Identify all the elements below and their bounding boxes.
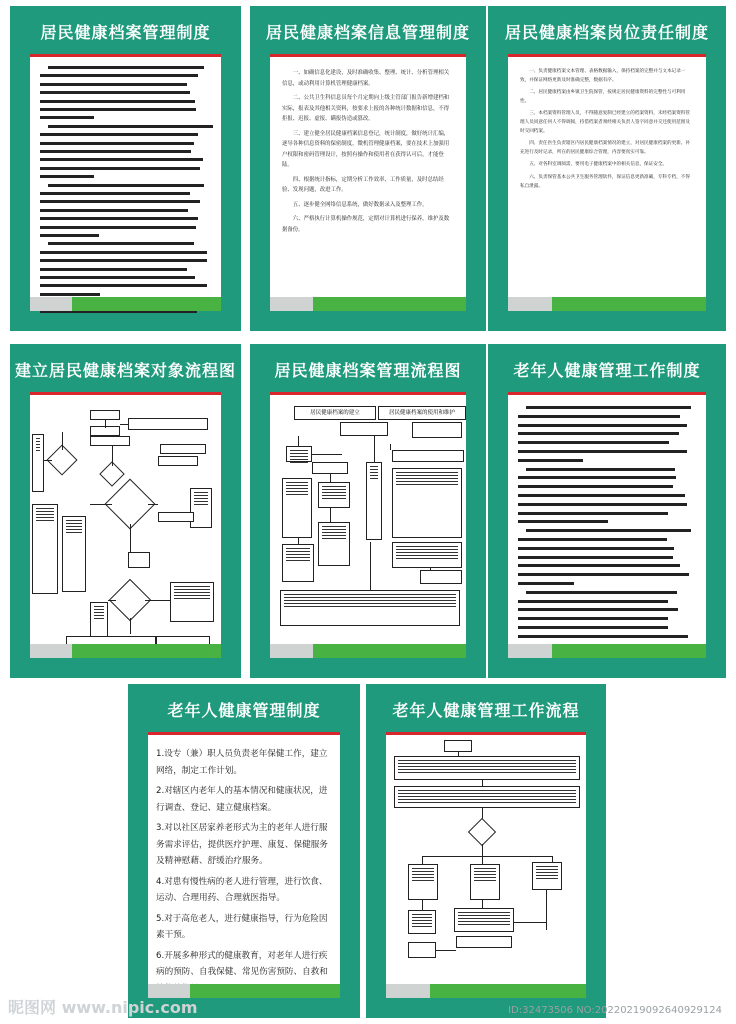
text-line [518,538,667,541]
flow-connector [546,890,547,930]
flow-box [392,542,462,568]
paragraph: 4.对患有慢性病的老人进行管理，进行饮食、运动、合理用药、合理就医指导。 [156,876,328,903]
text-line [40,192,190,195]
text-line [40,150,191,153]
text-line [48,184,204,187]
paragraph: 三、本档案资料管理人员，不得随意复制已经建立的档案资料，未经档案资料管理人员同意任何人不得调阅，持借档案者须经相关负责人签字同意并交还使用范围及时交回档案。 [520,111,690,134]
red-rule [270,54,466,57]
document-sheet [508,54,706,311]
flow-box [160,444,206,454]
flow-connector [44,460,52,461]
panel-elderly-work-system [488,344,726,678]
panel-elderly-work-flow [366,684,606,1018]
flow-connector [312,454,342,455]
flow-connector [130,524,131,552]
flow-connector [90,504,112,505]
document-text [282,68,454,287]
watermark-id: ID:32473506 NO:20220219092640929124 [508,1005,722,1016]
text-line [518,556,673,559]
text-line [518,635,688,638]
text-line [518,450,687,453]
flow-box [170,582,214,622]
text-line [48,242,194,245]
red-rule [30,54,221,57]
paragraph: 1.设专（兼）职人员负责老年保健工作，建立网络，制定工作计划。 [156,749,328,776]
text-line [40,158,203,161]
red-rule [508,54,706,57]
text-line [518,600,668,603]
text-line [40,83,187,86]
paragraph: 一、负责健康档案文本管理、表格数据输入，保持档案的完整并与文本记录一致，并保证网络更新及时准确完整，数据有序。 [520,69,686,83]
flow-connector [62,432,63,450]
paragraph: 一、如确信息化建设，及时准确收集、整理、统计、分析管理相关信息，或动利用计算机管理健康档案。 [282,70,450,87]
text-line [40,142,194,145]
flow-box [408,910,436,934]
text-line [526,468,675,471]
text-line [518,582,574,585]
panel-archive-post-responsibility [488,6,726,331]
panel-archive-flowchart [250,344,486,678]
text-line [48,125,213,128]
panel-archive-management [10,6,241,331]
panel-elderly-management-system [128,684,360,1018]
text-line [518,503,687,506]
panel-title: 居民健康档案岗位责任制度 [504,23,709,42]
paragraph: 二、居民健康档案由乡镇卫生院保管，按规定居民健康资料的完整性与可利用性。 [520,90,686,104]
paragraph: 二、公共卫生科信息员每个月定期向上级主管部门报告新增建档和实际，报表及其他相关资料，按要求上报的各种统计数据和信息，不得拒报、迟报、虚报、瞒报伪造或篡改。 [282,95,450,122]
text-line [40,167,200,170]
red-rule [148,732,340,735]
paragraph: 五、逐步健全网络信息系统，做好数据录入及整理工作。 [292,201,428,208]
red-rule [30,392,221,395]
footer-bar-gray [30,297,72,311]
flow-connector [298,538,299,544]
panel-title: 居民健康档案管理流程图 [274,361,462,380]
flow-box [318,522,350,566]
document-sheet [270,54,466,311]
text-line [40,108,196,111]
footer-bar-gray [386,984,430,998]
text-line [518,432,679,435]
flow-connector [374,436,375,462]
footer-bar-green [72,297,221,311]
footer-bar-green [552,297,706,311]
flow-box [62,516,86,592]
flow-box [158,456,198,466]
footer-bar-gray [270,297,313,311]
paragraph: 三、建立健全居民健康档案信息登记，统计制度，做好统计汇编，逐导各种信息资料的保密制度，微机管理健康档案，要在技术上加强用户权限和密码管理设计，按照有操作和使用者在获得认可后，才能登陆。 [282,130,450,168]
flow-box [32,434,44,492]
flow-box [286,446,312,462]
text-line [40,209,188,212]
panel-title: 老年人健康管理工作制度 [513,361,701,380]
panel-title: 居民健康档案信息管理制度 [265,23,470,42]
text-line [518,485,673,488]
flow-connector [330,474,331,482]
flow-box [90,436,130,446]
flow-box [318,482,350,508]
flow-box [280,590,460,626]
paragraph: 6.开展多种形式的健康教育，对老年人进行疾病的预防、自我保健、常见伤害预防、自救和 [156,950,328,977]
text-line [526,529,691,532]
text-line [518,617,668,620]
flow-connector [422,856,423,864]
flowchart-sheet [270,392,466,658]
paragraph: 四、责任医生负责辖区内居民健康档案情况的建立，对居民健康档案的更新、补充进行及时记录，所在的居民健康综合管理，内容要真实可靠。 [520,141,690,155]
flow-box [32,504,58,594]
flow-box [444,740,472,752]
flowchart-sheet [30,392,221,658]
flow-box [366,462,382,540]
text-line [40,217,198,220]
text-line [526,406,691,409]
text-line [40,268,187,271]
text-line [40,226,196,229]
footer-bar-green [552,644,706,658]
panel-archive-object-flowchart [10,344,241,678]
text-line [40,276,195,279]
panel-title: 老年人健康管理制度 [167,701,321,720]
watermark-logo: 昵图网 www.nipic.com [8,998,198,1017]
text-line [40,259,207,262]
panel-title: 建立居民健康档案对象流程图 [14,361,236,380]
flow-box [532,862,562,890]
flow-box [190,488,212,528]
footer-bar-gray [270,644,313,658]
footer-bar-green [313,644,466,658]
flow-connector [514,922,546,923]
text-line [40,234,99,237]
flow-connector [370,542,371,590]
paragraph: 五、对各科室调阅需，要用电子健康档案中的相关信息，保证安全。 [529,162,668,168]
flow-box [408,942,436,958]
paragraph: 四、根据统计指标，定期分析工作效率、工作质量，及时总结经验、发现问题，改进工作。 [282,176,444,193]
text-line [518,441,669,444]
paragraph: 3.对以社区居家养老形式为主的老年人进行服务需求评估，提供医疗护理、康复、保健服务及精神慰藉、舒缓治疗服务。 [156,823,328,866]
text-line [518,626,668,629]
flow-connector [436,950,456,951]
flow-header-box: 居民健康档案的使用和维护 [378,406,466,420]
footer-bar-green [72,644,221,658]
text-line [40,116,94,119]
flow-box [392,450,464,462]
flow-connector [145,600,170,601]
text-line [40,284,207,287]
text-line [518,415,680,418]
text-line [40,200,200,203]
flow-connector [422,856,552,857]
flow-box [128,552,150,568]
text-line [526,591,677,594]
text-line [518,564,680,567]
footer-bar-gray [508,644,552,658]
footer-bar-green [313,297,466,311]
text-line [518,494,685,497]
red-rule [270,392,466,395]
footer-bar-green [430,984,586,998]
paragraph: 2.对辖区内老年人的基本情况和健康状况，进行调查、登记、建立健康档案。 [156,786,328,813]
text-line [518,608,678,611]
red-rule [386,732,586,735]
flow-connector [130,618,131,634]
text-line [518,573,689,576]
text-line [518,512,668,515]
flow-connector [482,844,483,856]
flow-connector [112,446,113,466]
flow-connector [148,504,158,505]
text-line [518,459,583,462]
text-line [40,175,94,178]
flow-connector [108,600,116,601]
flow-connector [120,424,128,425]
flow-box [420,570,462,584]
red-rule [508,392,706,395]
document-text [520,68,694,287]
text-line [40,133,198,136]
footer-bar-green [190,984,340,998]
paragraph: 六、负责保管基本公共卫生服务管理软件，保证信息更新准确，专科专档，不得私自泄露。 [520,174,690,189]
panel-title: 老年人健康管理工作流程 [392,701,580,720]
flow-box [312,462,348,474]
document-sheet [148,732,340,998]
flow-box [282,544,314,582]
flow-box [394,786,580,808]
text-line [40,74,198,77]
flow-box [128,418,208,430]
flow-box [454,908,514,932]
flow-connector [298,436,299,446]
text-line [40,100,195,103]
panel-archive-info-management [250,6,486,331]
text-line [518,547,674,550]
text-line [40,251,207,254]
flow-box [158,512,194,522]
flow-connector [105,420,106,428]
flow-box [90,410,120,420]
flow-connector [422,900,423,910]
footer-bar-gray [30,644,72,658]
flow-box [282,478,312,538]
text-line [48,66,204,69]
flow-box [394,756,580,780]
document-sheet [30,54,221,311]
text-line [518,424,687,427]
flow-decision [468,818,496,846]
paragraph: 5.对于高危老人，进行健康指导，行为危险因素干预。 [156,913,328,940]
flow-header-box: 居民健康档案的建立 [294,406,376,420]
text-line [40,91,190,94]
text-line [518,476,676,479]
text-line [40,293,100,296]
flow-connector [458,752,459,756]
flow-connector [390,444,391,450]
text-line [518,520,608,523]
flow-box [340,422,388,436]
flow-box [392,468,462,538]
flow-connector [430,568,431,570]
footer-bar-gray [508,297,552,311]
document-sheet [508,392,706,658]
flow-box [412,422,462,438]
flow-connector [330,508,331,522]
paragraph: 六、严格执行计算机操作规范，定期对计算机进行保养，维护及数据备份。 [282,216,450,233]
flowchart-sheet [386,732,586,998]
panel-title: 居民健康档案管理制度 [40,23,211,42]
flow-box [470,864,500,900]
flow-box [408,864,438,900]
document-text [156,746,334,977]
flow-connector [482,856,483,864]
flow-box [456,936,512,948]
